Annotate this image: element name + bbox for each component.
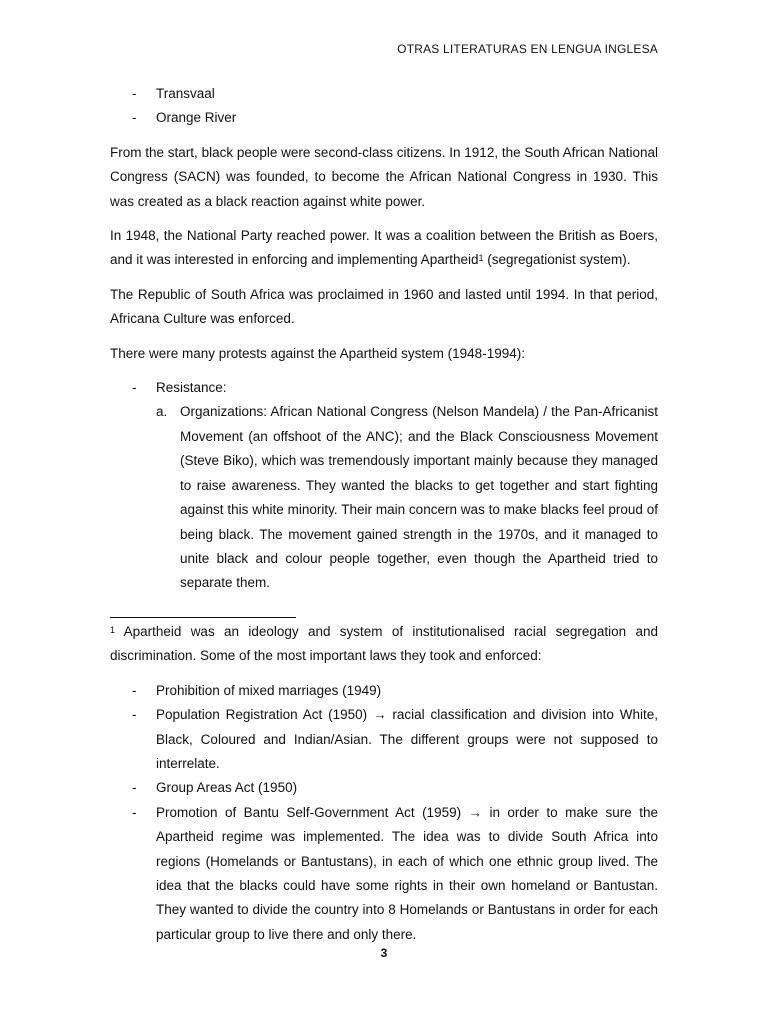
paragraph: From the start, black people were second-class citizens. In 1912, the South African National Congress (SACN) was founded, to become the African National Congress in 1930. This was created as a black reaction against white power. [110,144,658,209]
list-item [110,376,658,400]
footnote-paragraph [110,620,658,669]
bullet-dash: - [132,380,137,396]
list-item [110,801,658,947]
list-item-text: Prohibition of mixed marriages (1949) [156,682,382,698]
body-text [110,82,658,596]
footnote-number: 1 [110,625,116,635]
paragraph: The Republic of South Africa was proclaimed in 1960 and lasted until 1994. In that period, Africana Culture was enforced. [110,286,658,327]
footnote-separator [110,617,296,618]
paragraph: There were many protests against the Apartheid system (1948-1994): [110,345,525,361]
list-item-text: Promotion of Bantu Self-Government Act (1959) → in order to make sure the Apartheid regime was implemented. The idea was to divide South Africa into regions (Homelands or Bantustans), in each of which one ethnic group lived. The idea that the blacks could have some rights in their own homeland or Bantustan. They wanted to divide the country into 8 Homelands or Bantustans in order for each particular group to live there and only there. [156,804,658,942]
list-item-text: Resistance: [156,380,227,396]
footnote-list [110,679,658,947]
list-item-text: Group Areas Act (1950) [156,780,298,796]
list-item-text: Orange River [156,110,237,126]
paragraph [110,224,658,273]
sublist-marker: a. [156,404,168,420]
page-number: 3 [380,946,388,960]
paragraph-text: In 1948, the National Party reached power. It was a coalition between the British as Boers, and it was interested in enforcing and implementing Apartheid [110,228,658,268]
paragraph-text-tail: (segregationist system). [483,252,631,268]
resistance-sublist [110,400,658,595]
bullet-dash: - [132,682,137,698]
sublist-item-text: Organizations: African National Congress (Nelson Mandela) / the Pan-Africanist Movement (an offshoot of the ANC); and the Black Consciousness Movement (Steve Biko), which was tremendously important mainly because they managed to raise awareness. They wanted the blacks to get together and start fighting against this white minority. Their main concern was to make blacks feel proud of being black. The movement gained strength in the 1970s, and it managed to unite black and colour people together, even though the Apartheid tried to separate them. [180,404,658,591]
running-header: OTRAS LITERATURAS EN LENGUA INGLESA [397,42,658,56]
list-item-text: Population Registration Act (1950) → racial classification and division into White, Black, Coloured and Indian/Asian. The different groups were not supposed to interrelate. [156,707,658,772]
region-list [110,82,658,131]
bullet-dash: - [132,707,137,723]
list-item [110,106,658,130]
footnote-text: Apartheid was an ideology and system of institutionalised racial segregation and discrimination. Some of the most important laws they took and enforced: [110,624,658,664]
list-item-text: Transvaal [156,86,215,101]
list-item [110,679,658,703]
footnote [110,620,658,947]
list-item [110,703,658,776]
bullet-dash: - [132,804,137,820]
bullet-dash: - [132,86,137,101]
sublist-item [110,400,658,595]
bullet-dash: - [132,110,137,126]
list-item [110,776,658,800]
list-item [110,82,658,106]
resistance-list [110,376,658,400]
footnote-reference: 1 [478,253,484,264]
bullet-dash: - [132,780,137,796]
